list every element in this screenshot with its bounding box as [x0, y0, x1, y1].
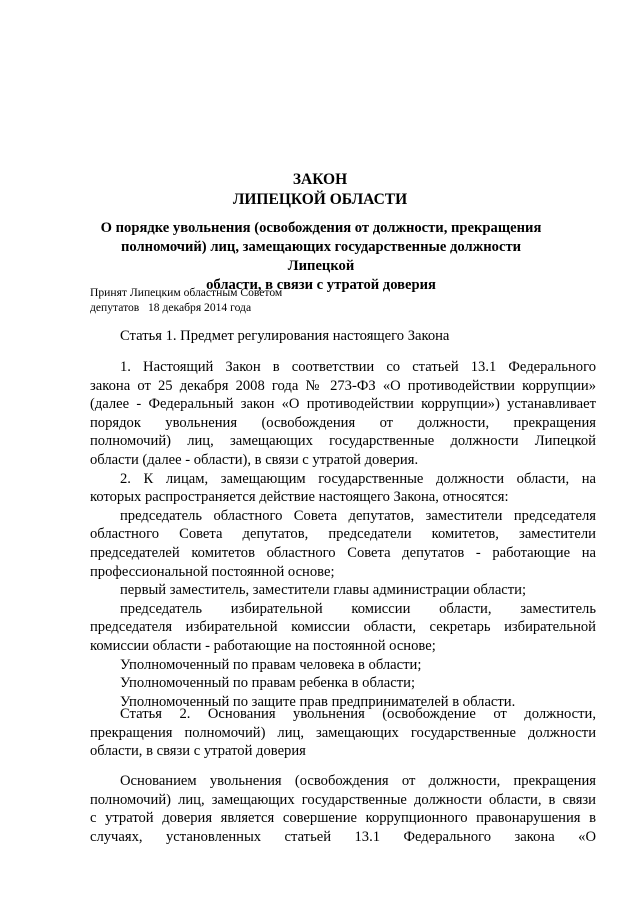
heading-line: области, в связи с утратой доверия — [90, 743, 306, 760]
paragraph-line: первый заместитель, заместители главы администрации области; — [120, 582, 527, 599]
article-2-heading — [90, 705, 596, 761]
paragraph-line: которых распространяется действие настоящего Закона, относятся: — [90, 489, 509, 506]
paragraph-line: председателя избирательной комиссии области, секретарь избирательной — [90, 619, 596, 636]
law-subtitle — [96, 219, 546, 295]
paragraph-line: закона от 25 декабря 2008 года № 273-ФЗ «О противодействии коррупции» — [90, 377, 596, 394]
paragraph-line: Уполномоченный по защите прав предпринимателей в области. — [120, 693, 516, 710]
paragraph-line: 2. К лицам, замещающим государственные должности области, на — [120, 470, 596, 487]
subtitle-line: полномочий) лиц, замещающих государственные должности Липецкой — [120, 239, 522, 274]
paragraph-line: председателей комитетов областного Совета депутатов - работающие на — [90, 544, 596, 561]
paragraph-line: Основанием увольнения (освобождения от должности, прекращения — [120, 773, 596, 789]
paragraph-line: председатель областного Совета депутатов, заместители председателя — [120, 507, 596, 524]
paragraph-line: Уполномоченный по правам человека в области; — [120, 656, 422, 673]
adoption-line: депутатов 18 декабря 2014 года — [90, 301, 252, 314]
article-1-heading: Статья 1. Предмет регулирования настоящего Закона — [120, 328, 450, 344]
heading-line: Статья 2. Основания увольнения (освобождение от должности, — [120, 706, 596, 722]
subtitle-line: области, в связи с утратой доверия — [206, 277, 436, 293]
paragraph-line: случаях, установленных статьей 13.1 Федерального закона «О — [90, 828, 596, 845]
paragraph-line: порядок увольнения (освобождения от должности, прекращения — [90, 414, 596, 431]
paragraph-line: полномочий) лиц, замещающих государственные должности Липецкой — [90, 433, 596, 450]
paragraph-line: с утратой доверия является совершение коррупционного правонарушения в — [90, 810, 596, 827]
heading-line: прекращения полномочий) лиц, замещающих государственные должности — [90, 724, 596, 741]
subtitle-line: О порядке увольнения (освобождения от должности, прекращения — [100, 220, 542, 236]
paragraph-line: 1. Настоящий Закон в соответствии со статьей 13.1 Федерального — [120, 359, 596, 375]
law-title: ЗАКОН — [292, 171, 348, 188]
paragraph-line: председатель избирательной комиссии области, заместитель — [120, 600, 596, 617]
law-region-title: ЛИПЕЦКОЙ ОБЛАСТИ — [232, 191, 408, 208]
paragraph-line: Уполномоченный по правам ребенка в области; — [120, 675, 415, 692]
article-1-body — [90, 358, 596, 711]
paragraph-line: полномочий) лиц, замещающих государственные должности области, в связи — [90, 791, 596, 808]
paragraph-line: области (далее - области), в связи с утратой доверия. — [90, 451, 419, 468]
adoption-note — [90, 285, 282, 315]
article-2-body — [90, 772, 596, 846]
paragraph-line: профессиональной постоянной основе; — [90, 563, 335, 580]
paragraph-line: комиссии области - работающие на постоянной основе; — [90, 637, 436, 654]
paragraph-line: (далее - Федеральный закон «О противодействии коррупции») устанавливает — [90, 396, 596, 413]
adoption-line: Принят Липецким областным Советом — [90, 286, 283, 299]
paragraph-line: областного Совета депутатов, председатели комитетов, заместители — [90, 526, 596, 543]
